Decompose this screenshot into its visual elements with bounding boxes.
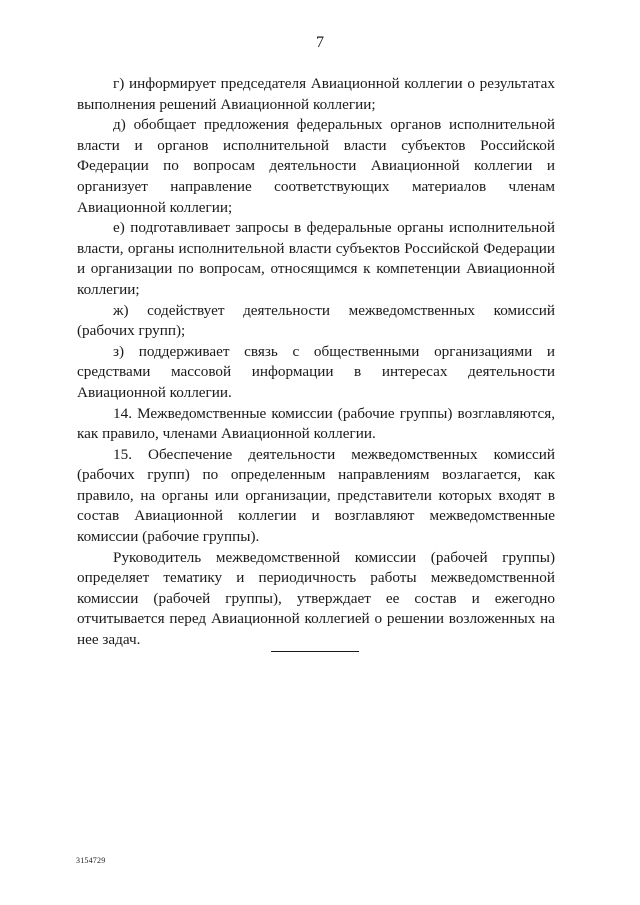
paragraph-e: е) подготавливает запросы в федеральные органы исполнительной власти, органы исполнительной власти субъектов Российской Федерации и организации по вопросам, относящимся к компетенции Авиационной коллегии; [77,219,555,298]
paragraph-g: г) информирует председателя Авиационной коллегии о результатах выполнения решений Авиационной коллегии; [77,75,555,113]
document-body [77,74,555,651]
paragraph-z: з) поддерживает связь с общественными организациями и средствами массовой информации в интересах деятельности Авиационной коллегии. [77,342,555,401]
paragraph-d: д) обобщает предложения федеральных органов исполнительной власти и органов исполнительной власти субъектов Российской Федерации по вопросам деятельности Авиационной коллегии и организует направление соответствующих материалов членам Авиационной коллегии; [77,116,555,216]
end-divider [271,651,359,652]
page-number: 7 [316,34,324,51]
paragraph-14: 14. Межведомственные комиссии (рабочие группы) возглавляются, как правило, членами Авиационной коллегии. [77,404,555,443]
paragraph-head: Руководитель межведомственной комиссии (рабочей группы) определяет тематику и периодичность работы межведомственной комиссии (рабочей группы), утверждает ее состав и ежегодно отчитывается перед Авиационной коллегией о решении возложенных на нее задач. [77,548,555,649]
paragraph-zh: ж) содействует деятельности межведомственных комиссий (рабочих групп); [77,301,555,340]
document-code: 3154729 [76,856,106,865]
paragraph-15: 15. Обеспечение деятельности межведомственных комиссий (рабочих групп) по определенным направлениям возлагается, как правило, на органы или организации, представители которых входят в состав Авиационной коллегии и возглавляют межведомственные комиссии (рабочие группы). [77,445,555,546]
